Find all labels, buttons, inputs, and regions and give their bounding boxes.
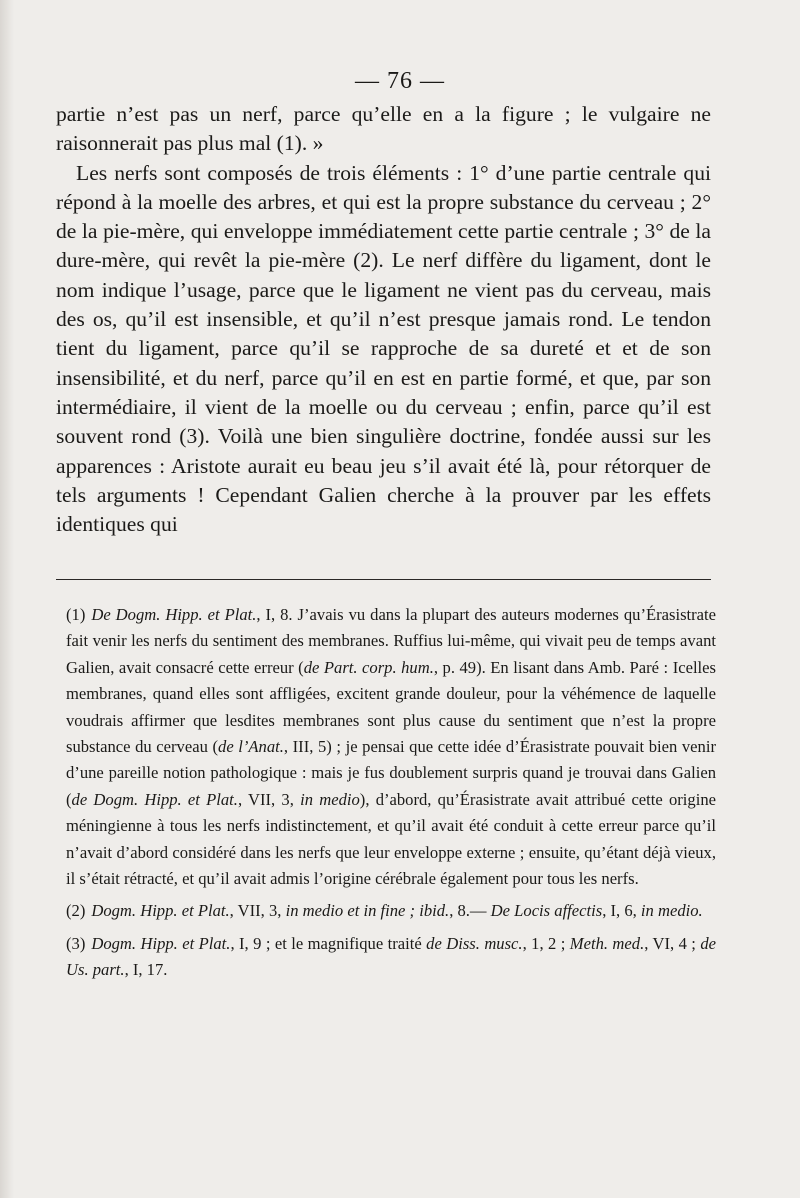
footnote-text: , p. 49). En lisant dans Amb. Paré : Icelles membranes, quand elles sont affligées, excitent grande douleur, pour la véhémence de laquelle voudrais affirmer que lesdites membranes sont plus cause du sentiment que n’est la propre substance du cerveau ( <box>66 657 716 757</box>
footnote-text: , VII, 3, <box>237 789 301 809</box>
footnote-1 <box>66 602 716 892</box>
paragraph-continuation: partie n’est pas un nerf, parce qu’elle en a la figure ; le vulgaire ne raisonnerait pas plus mal (1). » <box>56 102 711 156</box>
citation: de Us. part. <box>66 933 716 980</box>
citation: De Locis affectis <box>490 901 603 921</box>
citation: de Diss. musc. <box>426 933 523 953</box>
footnote-text: , I, 17. <box>124 960 168 980</box>
citation: in medio <box>300 789 360 809</box>
footnote-2 <box>66 898 716 924</box>
footnote-3 <box>66 931 716 984</box>
footnote-text: , I, 6, <box>602 901 641 921</box>
footnote-separator <box>56 579 711 580</box>
citation: de Part. corp. hum. <box>303 657 434 677</box>
footnote-text: , VII, 3, <box>229 901 286 921</box>
citation: De Dogm. Hipp. et Plat. <box>91 605 257 624</box>
citation: Dogm. Hipp. et Plat. <box>91 933 231 953</box>
footnote-text: ), d’abord, qu’Érasistrate avait attribué cette origine méningienne à tous les nerfs indistinctement, et qu’il avait été conduit à cette erreur parce qu’il n’avait d’abord considéré dans les nerfs que leur enveloppe externe ; ensuite, qu’étant déjà vieux, il s’était rétracté, et qu’il avait admis l’origine cérébrale également pour tous les nerfs. <box>66 789 716 889</box>
footnote-text: , I, 8. J’avais vu dans la plupart des auteurs modernes qu’Érasistrate fait venir les nerfs du sentiment des membranes. Ruffius lui-même, qui vivait peu de temps avant Galien, avait consacré cette erreur ( <box>66 605 717 677</box>
footnote-label: (2) <box>66 901 86 921</box>
footnote-text: , I, 9 ; et le magnifique traité <box>230 933 427 953</box>
page-number: — 76 — <box>355 68 445 94</box>
citation: Dogm. Hipp. et Plat. <box>91 901 230 921</box>
footnote-text: , 1, 2 ; <box>522 933 570 953</box>
footnote-label: (3) <box>66 933 86 953</box>
paragraph-nerves: Les nerfs sont composés de trois éléments : 1° d’une partie centrale qui répond à la moelle des arbres, et qui est la propre substance du cerveau ; 2° de la pie-mère, qui enveloppe immédiatement cette partie centrale ; 3° de la dure-mère, qui revêt la pie-mère (2). Le nerf diffère du ligament, dont le nom indique l’usage, parce que le ligament ne vient pas du cerveau, mais des os, qu’il est insensible, et qu’il n’est presque jamais rond. Le tendon tient du ligament, parce qu’il se rapproche de sa dureté et et de son insensibilité, et du nerf, parce qu’il en est en partie formé, et que, par son intermédiaire, il vient de la moelle ou du cerveau ; enfin, parce qu’il est souvent rond (3). Voilà une bien singulière doctrine, fondée aussi sur les apparences : Aristote aurait eu beau jeu s’il avait été là, pour rétorquer de tels arguments ! Cependant Galien cherche à la prouver par les effets identiques qui <box>56 160 711 537</box>
citation: in medio. <box>640 901 703 921</box>
footnote-text: , VI, 4 ; <box>644 933 701 953</box>
footnote-label: (1) <box>66 605 86 624</box>
footnotes <box>66 602 716 990</box>
citation: de l’Anat. <box>218 737 284 757</box>
page-edge-shadow <box>0 0 14 1198</box>
main-text <box>56 100 711 539</box>
citation: in medio et in fine ; ibid. <box>285 901 450 921</box>
citation: Meth. med. <box>569 933 645 953</box>
footnote-text: , 8.— <box>449 901 491 921</box>
footnote-text: , III, 5) ; je pensai que cette idée d’Érasistrate pouvait bien venir d’une pareille notion pathologique : mais je fus doublement surpris quand je trouvai dans Galien ( <box>66 737 716 809</box>
citation: de Dogm. Hipp. et Plat. <box>71 789 238 809</box>
